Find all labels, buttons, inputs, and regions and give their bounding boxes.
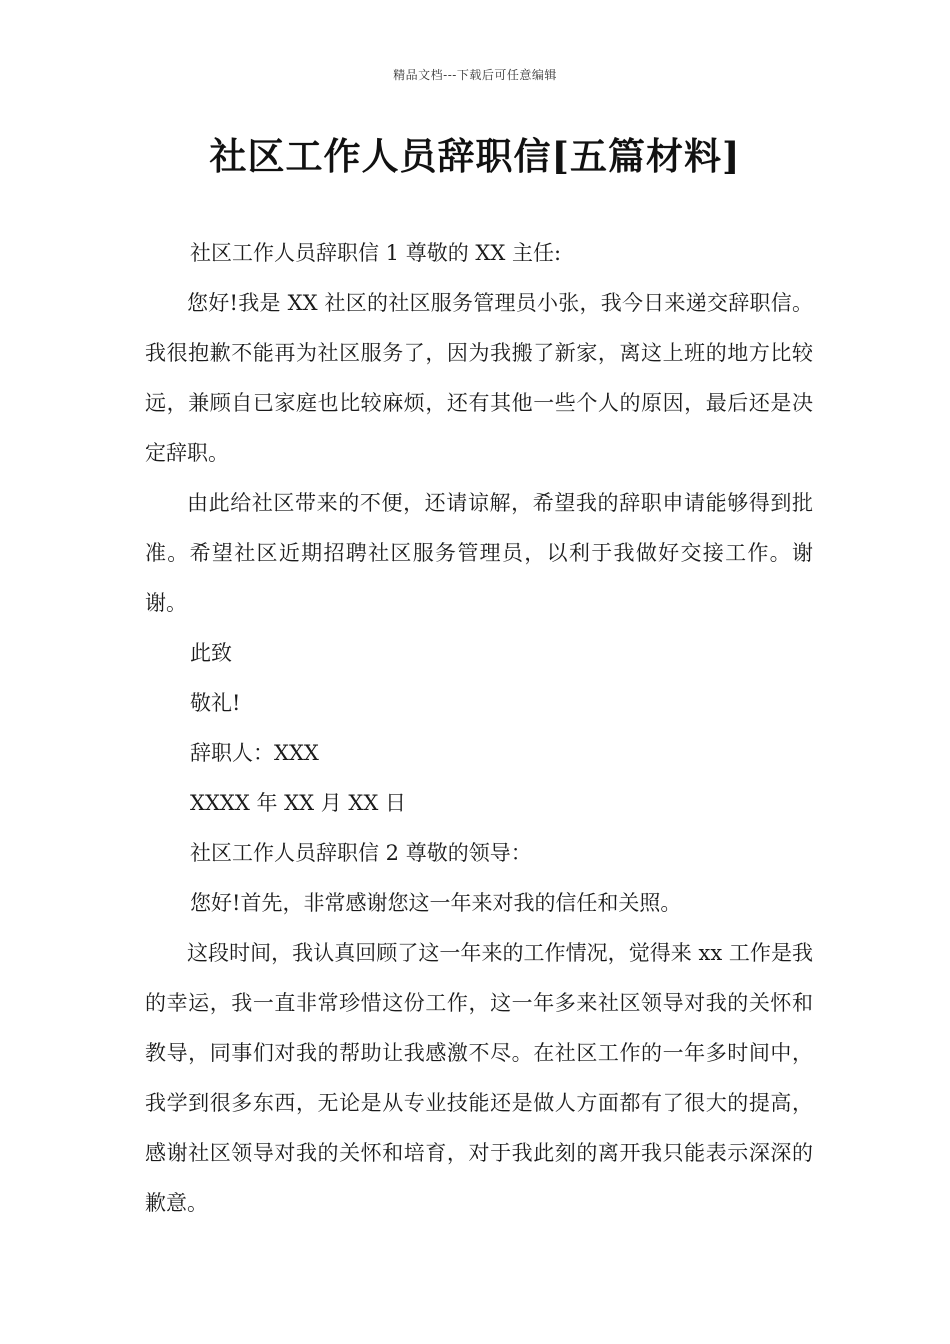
letter1-date: XXXX 年 XX 月 XX 日 bbox=[190, 791, 406, 815]
letter1-paragraph-2: 由此给社区带来的不便，还请谅解，希望我的辞职申请能够得到批准。希望社区近期招聘社区服务管理员，以利于我做好交接工作。谢谢。 bbox=[145, 491, 813, 615]
letter1-closing-2: 敬礼! bbox=[190, 691, 241, 715]
document-body bbox=[145, 228, 813, 1228]
letter2-greeting: 您好!首先，非常感谢您这一年来对我的信任和关照。 bbox=[190, 891, 682, 915]
document-title: 社区工作人员辞职信[五篇材料] bbox=[209, 134, 741, 178]
letter1-closing-1: 此致 bbox=[190, 641, 232, 665]
letter2-paragraph-1: 这段时间，我认真回顾了这一年来的工作情况，觉得来 xx 工作是我的幸运，我一直非常珍惜这份工作，这一年多来社区领导对我的关怀和教导，同事们对我的帮助让我感激不尽。在社区工作的一年多时间中，我学到很多东西，无论是从专业技能还是做人方面都有了很大的提高，感谢社区领导对我的关怀和培育，对于我此刻的离开我只能表示深深的歉意。 bbox=[145, 941, 813, 1215]
letter1-signer: 辞职人：XXX bbox=[190, 741, 319, 765]
letter1-heading: 社区工作人员辞职信 1 尊敬的 XX 主任: bbox=[190, 241, 562, 265]
header-note: 精品文档---下载后可任意编辑 bbox=[393, 68, 557, 82]
letter1-paragraph-1: 您好!我是 XX 社区的社区服务管理员小张，我今日来递交辞职信。我很抱歉不能再为社区服务了，因为我搬了新家，离这上班的地方比较远，兼顾自已家庭也比较麻烦，还有其他一些个人的原因，最后还是决定辞职。 bbox=[145, 291, 813, 465]
letter2-heading: 社区工作人员辞职信 2 尊敬的领导： bbox=[190, 841, 532, 865]
